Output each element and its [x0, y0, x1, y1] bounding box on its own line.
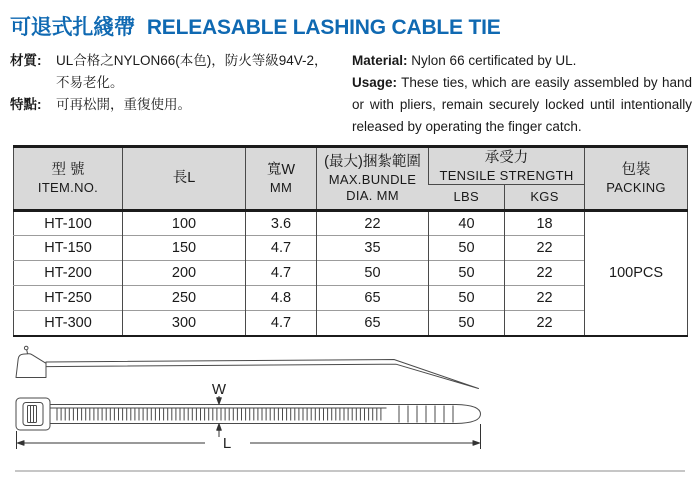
col-header-tensile: 承受力 TENSILE STRENGTH [429, 147, 585, 185]
cell-length: 100 [123, 211, 246, 236]
spec-table-header [14, 147, 688, 211]
page-title-zh: 可退式扎綫帶 [10, 16, 135, 39]
cell-kgs: 22 [505, 286, 585, 311]
cell-bundle: 35 [317, 236, 429, 261]
cell-width: 4.7 [246, 311, 317, 336]
cell-item: HT-300 [14, 311, 123, 336]
cell-item: HT-250 [14, 286, 123, 311]
page-title-en: RELEASABLE LASHING CABLE TIE [146, 16, 501, 39]
cell-item: HT-200 [14, 261, 123, 286]
cell-lbs: 50 [429, 286, 505, 311]
cell-lbs: 50 [429, 236, 505, 261]
length-dimension [17, 424, 481, 452]
feature-label-zh: 特點: [10, 97, 42, 112]
usage-paragraph-en [352, 72, 692, 138]
width-label: W [211, 381, 227, 398]
cell-kgs: 18 [505, 211, 585, 236]
spec-text-zh [10, 50, 352, 138]
cell-kgs: 22 [505, 261, 585, 286]
material-label-en: Material: [352, 53, 408, 68]
width-arrow-up [217, 424, 222, 430]
col-header-length: 長L [123, 147, 246, 211]
length-label: L [222, 435, 232, 452]
feature-text-zh: 可再松開，重復使用。 [56, 97, 191, 112]
cell-bundle: 65 [317, 311, 429, 336]
col-header-bundle: (最大)捆紮範圍 MAX.BUNDLE DIA. MM [317, 147, 429, 211]
spec-table-body [14, 211, 688, 336]
page-title [10, 11, 501, 41]
material-text-zh: UL合格之NYLON66(本色)，防火等級94V-2， 不易老化。 [56, 53, 328, 90]
cell-kgs: 22 [505, 311, 585, 336]
top-view [16, 398, 481, 430]
cell-width: 4.7 [246, 236, 317, 261]
spec-text-section [10, 50, 696, 138]
cell-lbs: 50 [429, 311, 505, 336]
cell-packing: 100PCS [585, 211, 688, 336]
cell-length: 200 [123, 261, 246, 286]
cable-tie-technical-drawing [0, 345, 700, 463]
col-header-item-no: 型 號 ITEM.NO. [37, 162, 99, 195]
length-arrow-right [473, 441, 480, 446]
col-header-width: 寬W MM [246, 147, 317, 211]
material-text-en: Nylon 66 certificated by UL. [411, 53, 577, 68]
tie-head-side [16, 354, 46, 378]
bottom-divider [15, 470, 685, 472]
length-arrow-left [18, 441, 25, 446]
cell-kgs: 22 [505, 236, 585, 261]
cell-length: 150 [123, 236, 246, 261]
cell-length: 250 [123, 286, 246, 311]
cell-item: HT-150 [14, 236, 123, 261]
col-header-kgs: KGS [505, 185, 585, 211]
cell-lbs: 40 [429, 211, 505, 236]
cell-lbs: 50 [429, 261, 505, 286]
cell-width: 3.6 [246, 211, 317, 236]
tie-band-side [46, 360, 479, 389]
cell-width: 4.7 [246, 261, 317, 286]
cell-bundle: 65 [317, 286, 429, 311]
release-prong-tip [24, 346, 28, 350]
col-header-packing: 包裝 PACKING [585, 147, 688, 211]
material-label-zh: 材質: [10, 53, 42, 68]
side-view [16, 346, 479, 388]
cell-item: HT-100 [14, 211, 123, 236]
width-arrow-down [217, 398, 222, 404]
cell-width: 4.8 [246, 286, 317, 311]
material-line-en [352, 50, 692, 72]
cell-length: 300 [123, 311, 246, 336]
cell-bundle: 22 [317, 211, 429, 236]
table-row [14, 211, 688, 236]
usage-text-en: These ties, which are easily assembled by hand or with pliers, remain securely locked until intentionally released by operating the finger catch. [352, 75, 692, 134]
usage-label-en: Usage: [352, 75, 398, 90]
feature-row-zh [10, 94, 352, 116]
material-row-zh [10, 50, 352, 94]
spec-text-en [352, 50, 692, 138]
cell-bundle: 50 [317, 261, 429, 286]
col-header-lbs: LBS [453, 189, 479, 204]
spec-table [13, 145, 688, 337]
